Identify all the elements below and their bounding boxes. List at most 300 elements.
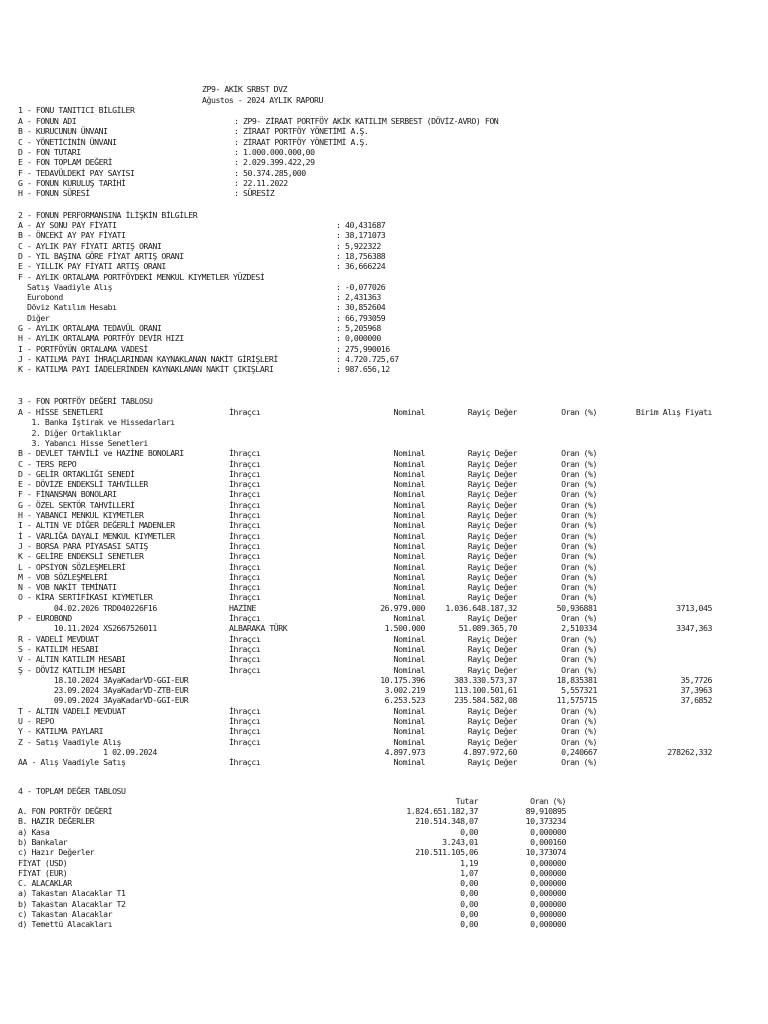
portfolio-nominal: 6.253.523 [384,695,425,706]
portfolio-issuer: İhraçcı [229,664,261,675]
performance-row [0,230,768,240]
portfolio-ratio: Oran (%) [561,571,597,582]
portfolio-market-value: Rayiç Değer [467,582,517,593]
info-row [0,188,768,198]
info-value: : ZİRAAT PORTFÖY YÖNETİMİ A.Ş. [234,126,369,137]
performance-value: : -0,077026 [336,281,386,292]
totals-row [0,858,768,868]
portfolio-item: 2. Diğer Ortaklıklar [18,427,122,438]
portfolio-item: O - KİRA SERTİFİKASI KIYMETLER [18,592,153,603]
portfolio-item: AA - Alış Vaadiyle Satış [18,757,126,768]
portfolio-row [0,572,768,582]
totals-row [0,837,768,847]
totals-row [0,888,768,898]
portfolio-item: N - VOB NAKİT TEMİNATI [18,582,117,593]
portfolio-nominal: 4.897.973 [384,746,425,757]
portfolio-row [0,500,768,510]
portfolio-issuer: İhraçcı [229,468,261,479]
portfolio-unit-price: 3347,363 [676,623,712,634]
portfolio-ratio: Oran (%) [561,458,597,469]
totals-amount: 0,00 [460,826,478,837]
portfolio-issuer: İhraçcı [229,757,261,768]
portfolio-issuer: İhraçcı [229,407,261,417]
performance-label: D - YIL BAŞINA GÖRE FİYAT ARTIŞ ORANI [18,250,184,261]
info-value: : ZP9- ZİRAAT PORTFÖY AKİK KATILIM SERBEST (DÖVİZ-AVRO) FON [234,116,499,126]
totals-label: c) Hazır Değerler [18,847,95,858]
portfolio-ratio: Oran (%) [561,757,597,768]
report-title-text: ZP9- AKİK SRBST DVZ [202,84,288,94]
totals-col-ratio: Oran (%) [530,796,566,806]
portfolio-issuer: İhraçcı [229,530,261,541]
portfolio-issuer: İhraçcı [229,643,261,654]
portfolio-row [0,654,768,664]
totals-amount: 210.511.105,06 [415,847,478,858]
portfolio-issuer: İhraçcı [229,561,261,572]
portfolio-issuer: İhraçcı [229,582,261,593]
portfolio-market-value: 1.036.648.187,32 [445,602,517,613]
portfolio-market-value: Rayiç Değer [467,705,517,716]
portfolio-item: 1. Banka İştirak ve Hissedarları [18,417,175,428]
totals-label: b) Bankalar [18,836,68,847]
portfolio-market-value: Rayiç Değer [467,530,517,541]
portfolio-ratio: 5,557321 [561,685,597,696]
portfolio-row [0,417,768,427]
performance-value: : 5,205968 [336,323,381,333]
portfolio-item: C - TERS REPO [18,458,77,469]
portfolio-item: 10.11.2024 XS2667526011 [18,623,157,634]
totals-ratio: 0,000160 [530,836,566,847]
performance-row [0,282,768,292]
portfolio-item: G - ÖZEL SEKTÖR TAHVİLLERİ [18,499,135,510]
portfolio-nominal: Nominal [393,407,425,417]
portfolio-issuer: İhraçcı [229,520,261,531]
portfolio-ratio: Oran (%) [561,468,597,479]
performance-value: : 36,666224 [336,261,386,272]
portfolio-nominal: Nominal [393,582,425,593]
portfolio-nominal: Nominal [393,757,425,768]
portfolio-ratio: Oran (%) [561,499,597,510]
portfolio-item: U - REPO [18,716,54,726]
portfolio-unit-price: 37,6852 [680,695,712,706]
performance-row [0,272,768,282]
performance-label: Eurobond [18,292,63,303]
performance-label: Döviz Katılım Hesabı [18,302,117,313]
info-value: : 1.000.000.000,00 [234,146,315,157]
info-row [0,147,768,157]
performance-row [0,261,768,271]
portfolio-unit-price: 35,7726 [680,674,712,685]
portfolio-unit-price: 278262,332 [667,746,712,757]
totals-amount: 1,19 [460,857,478,868]
section-heading: 3 - FON PORTFÖY DEĞERİ TABLOSU [18,396,153,406]
portfolio-item: P - EUROBOND [18,613,72,623]
totals-row [0,816,768,826]
portfolio-market-value: Rayiç Değer [467,499,517,510]
portfolio-market-value: Rayiç Değer [467,468,517,479]
info-label: H - FONUN SÜRESİ [18,188,90,199]
performance-row [0,302,768,312]
performance-label: B - ÖNCEKİ AY PAY FİYATI [18,230,126,241]
portfolio-issuer: İhraçcı [229,448,261,459]
portfolio-ratio: Oran (%) [561,489,597,500]
performance-value: : 18,756388 [336,250,386,261]
totals-row [0,909,768,919]
portfolio-issuer: İhraçcı [229,613,261,623]
performance-row [0,354,768,364]
portfolio-issuer: İhraçcı [229,489,261,500]
portfolio-market-value: Rayiç Değer [467,489,517,500]
portfolio-nominal: Nominal [393,613,425,623]
portfolio-row [0,716,768,726]
portfolio-row [0,541,768,551]
portfolio-market-value: Rayiç Değer [467,613,517,623]
portfolio-item: 23.09.2024 3AyaKadarVD-ZTB-EUR [18,685,189,696]
performance-label: H - AYLIK ORTALAMA PORTFÖY DEVİR HIZI [18,333,184,344]
info-value: : ZİRAAT PORTFÖY YÖNETİMİ A.Ş. [234,136,369,147]
portfolio-ratio: Oran (%) [561,716,597,726]
performance-value: : 66,793059 [336,312,386,323]
portfolio-row [0,757,768,767]
totals-ratio: 0,000000 [530,857,566,868]
portfolio-row [0,623,768,633]
performance-value: : 30,852604 [336,302,386,313]
portfolio-item: 3. Yabancı Hisse Senetleri [18,437,148,448]
totals-amount: 1,07 [460,867,478,878]
portfolio-item: Y - KATILMA PAYLARI [18,726,104,737]
portfolio-nominal: Nominal [393,551,425,562]
portfolio-market-value: Rayiç Değer [467,592,517,603]
totals-label: FİYAT (USD) [18,857,68,868]
info-label: G - FONUN KURULUŞ TARİHİ [18,177,126,188]
info-row [0,178,768,188]
portfolio-item: S - KATILIM HESABI [18,643,99,654]
portfolio-row [0,726,768,736]
info-row [0,168,768,178]
portfolio-item: K - GELİRE ENDEKSLİ SENETLER [18,551,144,562]
portfolio-row [0,562,768,572]
totals-row [0,827,768,837]
performance-row [0,323,768,333]
portfolio-ratio: Oran (%) [561,654,597,665]
totals-ratio: 10,373074 [525,847,566,858]
totals-row [0,868,768,878]
portfolio-row [0,448,768,458]
totals-row [0,878,768,888]
portfolio-ratio: Oran (%) [561,643,597,654]
portfolio-nominal: Nominal [393,664,425,675]
info-label: D - FON TUTARI [18,146,81,157]
portfolio-nominal: Nominal [393,479,425,490]
portfolio-row [0,695,768,705]
section-2-heading [0,210,768,220]
portfolio-nominal: Nominal [393,530,425,541]
totals-ratio: 0,000000 [530,826,566,837]
portfolio-market-value: Rayiç Değer [467,654,517,665]
portfolio-item: İ - VARLIĞA DAYALI MENKUL KIYMETLER [18,530,175,541]
portfolio-market-value: Rayiç Değer [467,520,517,531]
portfolio-nominal: Nominal [393,643,425,654]
portfolio-item: A - HİSSE SENETLERİ [18,407,104,417]
portfolio-nominal: Nominal [393,571,425,582]
portfolio-item: M - VOB SÖZLEŞMELERİ [18,571,108,582]
portfolio-ratio: Oran (%) [561,561,597,572]
portfolio-item: 18.10.2024 3AyaKadarVD-GGI-EUR [18,674,189,685]
totals-ratio: 0,000000 [530,867,566,878]
totals-header [0,796,768,806]
info-row [0,157,768,167]
section-3-heading [0,396,768,406]
portfolio-item: D - GELİR ORTAKLIĞI SENEDİ [18,468,135,479]
totals-label: d) Temettü Alacakları [18,919,113,930]
portfolio-nominal: Nominal [393,510,425,520]
info-value: : 2.029.399.422,29 [234,157,315,168]
info-label: A - FONUN ADI [18,116,77,126]
portfolio-ratio: Oran (%) [561,530,597,541]
portfolio-issuer: İhraçcı [229,571,261,582]
totals-amount: 0,00 [460,878,478,889]
portfolio-item: 1 02.09.2024 [18,746,157,757]
portfolio-ratio: Oran (%) [561,664,597,675]
totals-amount: 210.514.348,07 [415,816,478,827]
totals-label: C. ALACAKLAR [18,878,72,889]
performance-value: : 987.656,12 [336,364,390,375]
portfolio-issuer: ALBARAKA TÜRK [229,623,288,634]
totals-ratio: 0,000000 [530,878,566,889]
portfolio-ratio: 11,575715 [556,695,597,706]
portfolio-item: J - BORSA PARA PİYASASI SATIŞ [18,540,148,551]
portfolio-row [0,634,768,644]
portfolio-row [0,520,768,530]
totals-amount: 0,00 [460,898,478,909]
performance-label: C - AYLIK PAY FİYATI ARTIŞ ORANI [18,240,162,251]
totals-amount: 3.243,01 [442,836,478,847]
section-heading: 2 - FONUN PERFORMANSINA İLİŞKİN BİLGİLER [18,210,198,220]
performance-label: J - KATILMA PAYI İHRAÇLARINDAN KAYNAKLANAN NAKİT GİRİŞLERİ [18,353,278,364]
portfolio-nominal: 10.175.396 [380,674,425,685]
portfolio-ratio: Oran (%) [561,551,597,562]
portfolio-market-value: Rayiç Değer [467,479,517,490]
portfolio-row [0,438,768,448]
totals-ratio: 0,000000 [530,919,566,930]
portfolio-market-value: Rayiç Değer [467,448,517,459]
portfolio-nominal: 26.979.000 [380,602,425,613]
portfolio-market-value: Rayiç Değer [467,561,517,572]
performance-row [0,344,768,354]
portfolio-unit-price: 37,3963 [680,685,712,696]
section-4-heading [0,786,768,796]
portfolio-ratio: Oran (%) [561,479,597,490]
info-row [0,137,768,147]
performance-value: : 5,922322 [336,240,381,251]
portfolio-row [0,489,768,499]
portfolio-row [0,747,768,757]
portfolio-ratio: Oran (%) [561,736,597,747]
portfolio-row [0,551,768,561]
portfolio-item: V - ALTIN KATILIM HESABI [18,654,126,665]
portfolio-nominal: Nominal [393,716,425,726]
info-label: B - KURUCUNUN ÜNVANI [18,126,108,137]
portfolio-row [0,582,768,592]
totals-amount: 0,00 [460,909,478,919]
totals-label: B. HAZIR DEĞERLER [18,816,95,827]
performance-row [0,313,768,323]
portfolio-row [0,469,768,479]
performance-value: : 40,431687 [336,220,386,230]
portfolio-nominal: 1.500.000 [384,623,425,634]
portfolio-market-value: Rayiç Değer [467,664,517,675]
portfolio-market-value: 51.089.365,70 [458,623,517,634]
portfolio-item: L - OPSİYON SÖZLEŞMELERİ [18,561,126,572]
portfolio-market-value: Rayiç Değer [467,510,517,520]
portfolio-issuer: İhraçcı [229,499,261,510]
portfolio-item: Ş - DÖVİZ KATILIM HESABI [18,664,126,675]
totals-label: A. FON PORTFÖY DEĞERİ [18,806,113,816]
portfolio-nominal: Nominal [393,468,425,479]
portfolio-ratio: 2,510334 [561,623,597,634]
portfolio-row [0,644,768,654]
portfolio-row [0,407,768,417]
info-value: : 50.374.285,000 [234,167,306,178]
portfolio-market-value: Rayiç Değer [467,643,517,654]
portfolio-issuer: HAZİNE [229,602,256,613]
portfolio-row [0,675,768,685]
portfolio-nominal: Nominal [393,499,425,510]
portfolio-market-value: 235.584.582,08 [454,695,517,706]
portfolio-item: 04.02.2026 TRD040226F16 [18,602,157,613]
performance-row [0,364,768,374]
performance-label: Diğer [18,312,50,323]
portfolio-market-value: Rayiç Değer [467,540,517,551]
portfolio-nominal: Nominal [393,726,425,737]
portfolio-row [0,665,768,675]
totals-col-amount: Tutar [455,796,478,806]
performance-value: : 38,171073 [336,230,386,241]
portfolio-nominal: Nominal [393,489,425,500]
portfolio-unit-price: Birim Alış Fiyatı [635,407,712,417]
portfolio-item: 09.09.2024 3AyaKadarVD-GGI-EUR [18,695,189,706]
portfolio-row [0,510,768,520]
totals-label: FİYAT (EUR) [18,867,68,878]
info-row [0,126,768,136]
totals-row [0,899,768,909]
totals-ratio: 0,000000 [530,888,566,899]
portfolio-nominal: Nominal [393,520,425,531]
portfolio-row [0,479,768,489]
portfolio-row [0,592,768,602]
portfolio-ratio: 18,835381 [556,674,597,685]
portfolio-item: B - DEVLET TAHVİLİ ve HAZİNE BONOLARI [18,448,184,459]
portfolio-row [0,706,768,716]
performance-label: E - YILLIK PAY FİYATI ARTIŞ ORANI [18,261,166,272]
portfolio-issuer: İhraçcı [229,479,261,490]
totals-ratio: 10,373234 [525,816,566,827]
portfolio-ratio: Oran (%) [561,510,597,520]
portfolio-market-value: Rayiç Değer [467,407,517,417]
info-label: E - FON TOPLAM DEĞERİ [18,157,113,168]
portfolio-item: T - ALTIN VADELİ MEVDUAT [18,705,126,716]
info-label: F - TEDAVÜLDEKİ PAY SAYISI [18,167,135,178]
portfolio-row [0,459,768,469]
info-label: C - YÖNETİCİNİN ÜNVANI [18,136,117,147]
portfolio-market-value: 113.100.501,61 [454,685,517,696]
portfolio-ratio: Oran (%) [561,448,597,459]
portfolio-ratio: 0,240667 [561,746,597,757]
performance-row [0,220,768,230]
totals-label: a) Kasa [18,826,50,837]
portfolio-market-value: 383.330.573,37 [454,674,517,685]
totals-label: c) Takastan Alacaklar [18,909,113,919]
performance-label: K - KATILMA PAYI İADELERİNDEN KAYNAKLANAN NAKİT ÇIKIŞLARI [18,364,274,375]
portfolio-ratio: Oran (%) [561,520,597,531]
info-row [0,116,768,126]
portfolio-unit-price: 3713,045 [676,602,712,613]
portfolio-issuer: İhraçcı [229,726,261,737]
portfolio-market-value: Rayiç Değer [467,757,517,768]
portfolio-row [0,613,768,623]
portfolio-nominal: Nominal [393,448,425,459]
portfolio-issuer: İhraçcı [229,633,261,644]
portfolio-item: H - YABANCI MENKUL KIYMETLER [18,510,144,520]
portfolio-issuer: İhraçcı [229,551,261,562]
portfolio-nominal: Nominal [393,736,425,747]
portfolio-issuer: İhraçcı [229,716,261,726]
performance-label: I - PORTFÖYÜN ORTALAMA VADESİ [18,343,148,354]
portfolio-item: Z - Satış Vaadiyle Alış [18,736,122,747]
portfolio-issuer: İhraçcı [229,736,261,747]
totals-amount: 0,00 [460,888,478,899]
performance-value: : 4.720.725,67 [336,353,399,364]
performance-label: F - AYLIK ORTALAMA PORTFÖYDEKİ MENKUL KIYMETLER YÜZDESİ [18,271,265,282]
info-value: : 22.11.2022 [234,177,288,188]
portfolio-ratio: Oran (%) [561,705,597,716]
portfolio-market-value: Rayiç Değer [467,571,517,582]
portfolio-row [0,685,768,695]
portfolio-nominal: Nominal [393,540,425,551]
portfolio-nominal: Nominal [393,654,425,665]
portfolio-market-value: 4.897.972,60 [463,746,517,757]
portfolio-nominal: Nominal [393,633,425,644]
portfolio-row [0,428,768,438]
performance-value: : 275,990016 [336,343,390,354]
portfolio-market-value: Rayiç Değer [467,633,517,644]
totals-ratio: 0,000000 [530,909,566,919]
report-subtitle [0,95,768,105]
performance-row [0,333,768,343]
totals-amount: 0,00 [460,919,478,930]
performance-row [0,241,768,251]
portfolio-issuer: İhraçcı [229,510,261,520]
portfolio-market-value: Rayiç Değer [467,736,517,747]
totals-row [0,806,768,816]
portfolio-issuer: İhraçcı [229,458,261,469]
portfolio-item: I - ALTIN VE DİĞER DEĞERLİ MADENLER [18,520,175,531]
performance-row [0,251,768,261]
portfolio-nominal: Nominal [393,705,425,716]
portfolio-nominal: Nominal [393,458,425,469]
performance-label: A - AY SONU PAY FİYATI [18,220,117,230]
totals-amount: 1.824.651.182,37 [406,806,478,816]
portfolio-issuer: İhraçcı [229,592,261,603]
portfolio-market-value: Rayiç Değer [467,458,517,469]
section-heading: 4 - TOPLAM DEĞER TABLOSU [18,786,126,796]
totals-row [0,919,768,929]
portfolio-ratio: Oran (%) [561,726,597,737]
report-subtitle-text: Ağustos - 2024 AYLIK RAPORU [202,95,323,105]
portfolio-row [0,531,768,541]
portfolio-row [0,737,768,747]
totals-ratio: 89,910895 [525,806,566,816]
portfolio-issuer: İhraçcı [229,654,261,665]
